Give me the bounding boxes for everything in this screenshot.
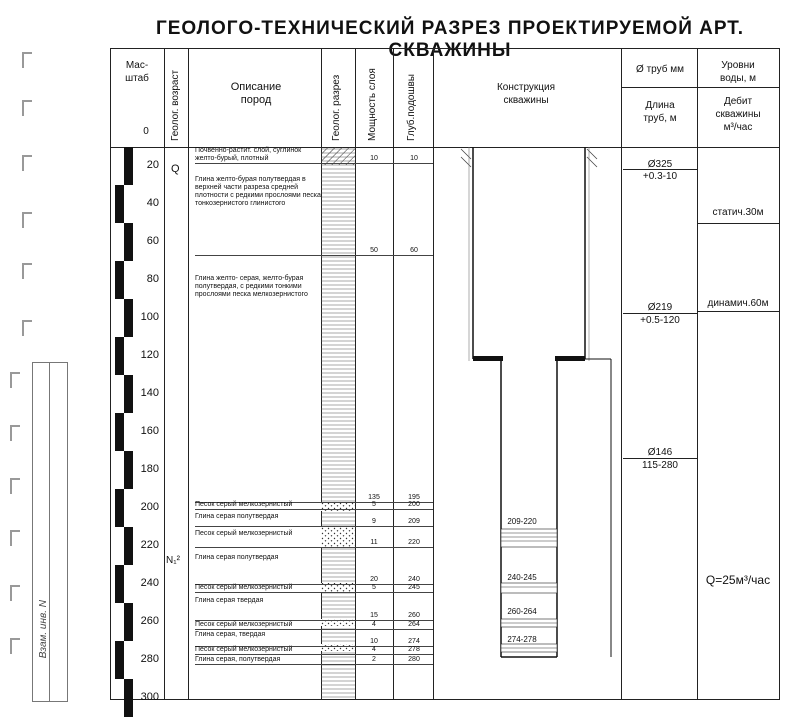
- layer-description: Глина серая, твердая: [195, 631, 266, 638]
- age-q: Q: [171, 163, 180, 175]
- header-thickness: Мощность слоя: [367, 68, 378, 141]
- scale-tick-label: 280: [140, 653, 159, 665]
- layer-depth: 260: [408, 612, 420, 619]
- layer-description: Глина желто-бурая полутвердая в верхней части разреза средней плотности с редкими прослоями песка тонкозернистого глинистого: [195, 176, 321, 207]
- margin-mark: [10, 425, 20, 441]
- pipe-diam: Ø219: [647, 302, 673, 313]
- margin-mark: [10, 372, 20, 388]
- scale-block: [115, 489, 124, 527]
- filter-interval: 209-220: [507, 517, 537, 526]
- header-pipe-len: Длина труб, м: [643, 100, 677, 124]
- layer-thickness: 50: [370, 247, 378, 254]
- age-n: N₁²: [166, 555, 180, 566]
- layer-thickness: 10: [370, 155, 378, 162]
- pipe-len: +0.5-120: [640, 315, 680, 326]
- scale-block: [115, 641, 124, 679]
- layer-depth: 240: [408, 576, 420, 583]
- scale-block: [115, 337, 124, 375]
- layer-depth: 60: [410, 247, 418, 254]
- layer-thickness: 4: [372, 646, 376, 653]
- scale-tick-label: 240: [140, 577, 159, 589]
- scale-block: [115, 413, 124, 451]
- layer-description: Песок серый мелкозернистый: [195, 584, 293, 591]
- scale-block: [124, 679, 133, 717]
- margin-mark: [10, 585, 20, 601]
- layer-description: Песок серый мелкозернистый: [195, 501, 293, 508]
- stamp-label: Взам. инв. N: [38, 600, 49, 659]
- page-title: ГЕОЛОГО-ТЕХНИЧЕСКИЙ РАЗРЕЗ ПРОЕКТИРУЕМОЙ АРТ. СКВАЖИНЫ: [155, 18, 745, 61]
- scale-block: [115, 185, 124, 223]
- layer-description: Песок серый мелкозернистый: [195, 530, 293, 537]
- scale-tick-label: 80: [146, 273, 159, 285]
- scale-tick-label: 20: [146, 159, 159, 171]
- margin-mark: [22, 155, 32, 171]
- layer-thickness: 2: [372, 656, 376, 663]
- lithology-column: [321, 147, 355, 699]
- layer-description: Песок серый мелкозернистый: [195, 646, 293, 653]
- scale-tick-label: 200: [140, 501, 159, 513]
- pipe-len: 115-280: [642, 460, 678, 471]
- margin-mark: [10, 530, 20, 546]
- scale-tick-label: 60: [146, 235, 159, 247]
- scale-tick-label: 180: [140, 463, 159, 475]
- sand-layer: [321, 527, 355, 547]
- layer-depth: 245: [408, 584, 420, 591]
- margin-mark: [22, 52, 32, 68]
- layer-thickness: 10: [370, 638, 378, 645]
- layer-boundary: [195, 526, 433, 527]
- scale-block: [124, 375, 133, 413]
- layer-depth: 280: [408, 656, 420, 663]
- filter-interval: 240-245: [507, 573, 537, 582]
- layer-thickness: 20: [370, 576, 378, 583]
- layer-thickness: 15: [370, 612, 378, 619]
- scale-block: [124, 603, 133, 641]
- margin-mark: [22, 263, 32, 279]
- layer-boundary: [195, 163, 433, 164]
- layer-boundary: [195, 664, 433, 665]
- layer-depth: 274: [408, 638, 420, 645]
- layer-description: Глина серая полутвердая: [195, 554, 279, 561]
- scale-tick-label: 220: [140, 539, 159, 551]
- layer-description: Песок серый мелкозернистый: [195, 621, 293, 628]
- layer-depth: 200: [408, 501, 420, 508]
- scale-tick-label: 300: [140, 691, 159, 703]
- scale-block: [124, 147, 133, 185]
- scale-block: [124, 299, 133, 337]
- scale-tick-label: 160: [140, 425, 159, 437]
- layer-depth: 264: [408, 621, 420, 628]
- layer-thickness: 5: [372, 584, 376, 591]
- layer-thickness: 5: [372, 501, 376, 508]
- layer-description: Глина серая твердая: [195, 597, 264, 604]
- layer-boundary: [195, 255, 433, 256]
- filter-interval: 260-264: [507, 607, 537, 616]
- layer-depth: 278: [408, 646, 420, 653]
- pipe-len: +0.3-10: [642, 171, 678, 182]
- dynamic-level: динамич.60м: [707, 298, 769, 309]
- layer-thickness: 4: [372, 621, 376, 628]
- layer-depth: 10: [410, 155, 418, 162]
- layer-thickness: 11: [370, 539, 378, 546]
- scale-block: [124, 527, 133, 565]
- margin-mark: [10, 478, 20, 494]
- layer-thickness: 135: [368, 494, 380, 501]
- layer-description: Глина серая, полутвердая: [195, 656, 281, 663]
- header-scale-zero: 0: [143, 126, 149, 137]
- scale-block: [124, 223, 133, 261]
- layer-boundary: [195, 629, 433, 630]
- scale-block: [115, 261, 124, 299]
- header-description: Описание пород: [230, 81, 282, 106]
- binding-margin: [0, 0, 110, 700]
- header-construction: Конструкция скважины: [496, 82, 556, 106]
- header-pipe-diam: Ø труб мм: [636, 64, 684, 75]
- filter-interval: 274-278: [507, 635, 537, 644]
- header-yield: Дебит скважины м³/час: [715, 96, 761, 133]
- scale-tick-label: 120: [140, 349, 159, 361]
- well-construction: [433, 147, 621, 699]
- scale-block: [115, 565, 124, 603]
- header-age: Геолог. возраст: [170, 69, 181, 141]
- layer-description: Почвенно-растит. слой, суглинок желто-бурый, плотный: [195, 147, 302, 162]
- pipe-diam: Ø146: [647, 447, 673, 458]
- layer-depth: 195: [408, 494, 420, 501]
- layer-depth: 209: [408, 518, 420, 525]
- layer-boundary: [195, 592, 433, 593]
- layer-boundary: [195, 654, 433, 655]
- margin-mark: [22, 212, 32, 228]
- layer-description: Глина серая полутвердая: [195, 513, 279, 520]
- well-yield: Q=25м³/час: [705, 573, 771, 587]
- margin-mark: [22, 100, 32, 116]
- scale-tick-label: 100: [140, 311, 159, 323]
- scale-tick-label: 140: [140, 387, 159, 399]
- pipe-diam: Ø325: [647, 159, 673, 170]
- layer-boundary: [195, 547, 433, 548]
- layer-description: Глина желто- серая, желто-бурая полутвердая, с редкими тонкими прослоями песка мелкозернистого: [195, 275, 308, 298]
- scale-tick-label: 40: [146, 197, 159, 209]
- layer-depth: 220: [408, 539, 420, 546]
- static-level: статич.30м: [712, 207, 764, 218]
- margin-mark: [22, 320, 32, 336]
- layer-thickness: 9: [372, 518, 376, 525]
- margin-mark: [10, 638, 20, 654]
- section-sheet: [110, 48, 780, 703]
- header-section: Геолог. разрез: [331, 74, 342, 141]
- header-depth: Глуб.подошвы: [406, 74, 417, 141]
- scale-tick-label: 260: [140, 615, 159, 627]
- header-water-levels: Уровни воды, м: [720, 60, 756, 84]
- layer-boundary: [195, 509, 433, 510]
- header-scale: Мас- штаб: [125, 60, 149, 84]
- scale-block: [124, 451, 133, 489]
